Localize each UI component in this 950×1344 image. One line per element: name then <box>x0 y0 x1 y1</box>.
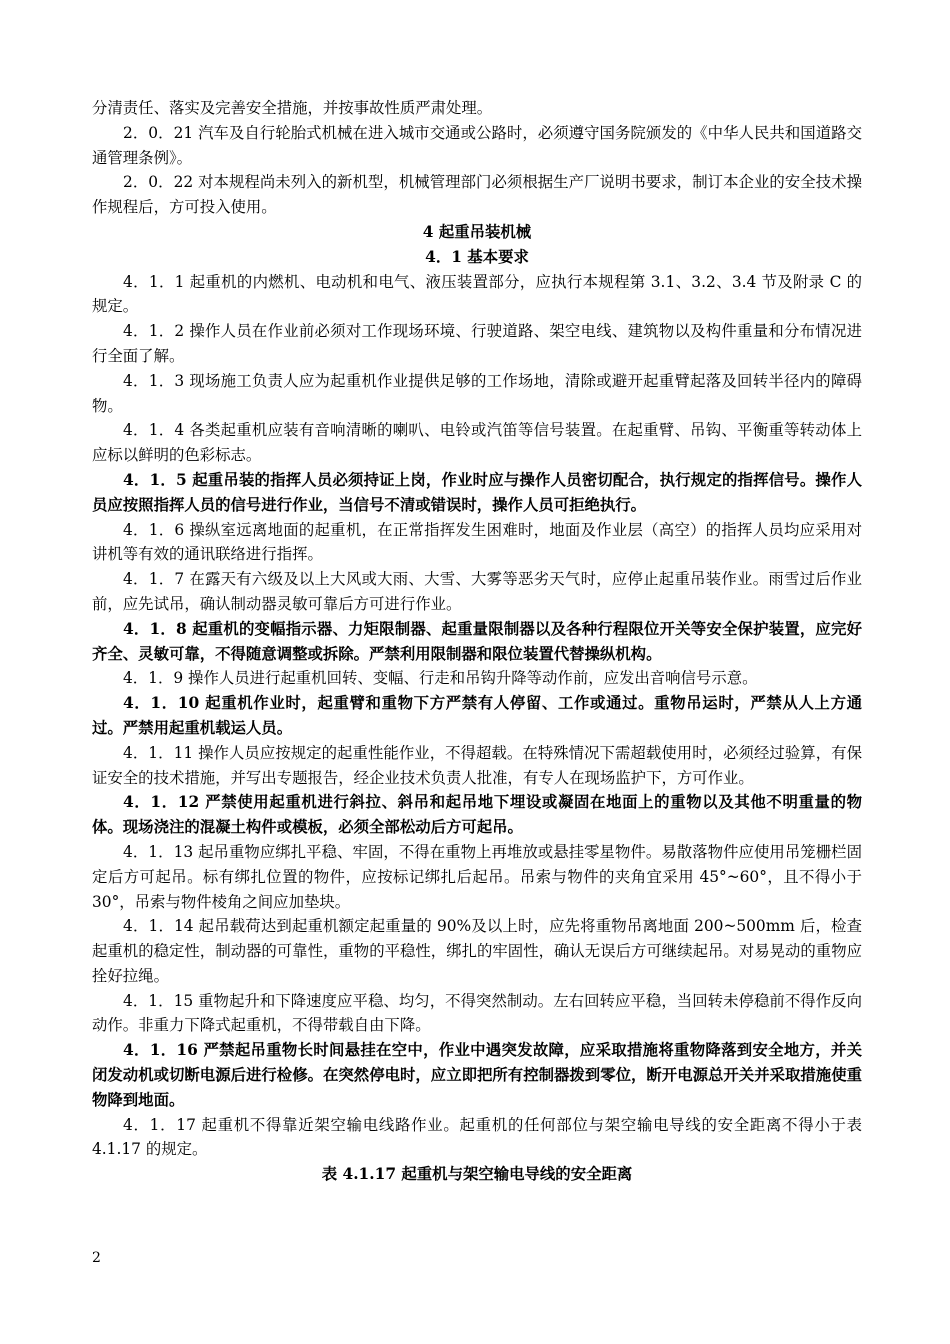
table-caption: 表 4.1.17 起重机与架空输电导线的安全距离 <box>321 1165 633 1184</box>
paragraph-continuation: 分清责任、落实及完善安全措施，并按事故性质严肃处理。 <box>92 99 493 117</box>
paragraph-4-1-5: 4．1．5 起重吊装的指挥人员必须持证上岗，作业时应与操作人员密切配合，执行规定的指挥信号。操作人员应按照指挥人员的信号进行作业，当信号不清或错误时，操作人员可拒绝执行。 <box>92 470 862 514</box>
paragraph-4-1-11: 4．1．11 操作人员应按规定的起重性能作业，不得超载。在特殊情况下需超载使用时，必须经过验算，有保证安全的技术措施，并写出专题报告，经企业技术负责人批准，有专人在现场监护下，方可作业。 <box>92 743 862 787</box>
paragraph-4-1-1: 4．1．1 起重机的内燃机、电动机和电气、液压装置部分，应执行本规程第 3.1、3.2、3.4 节及附录 C 的规定。 <box>92 272 862 316</box>
paragraph-4-1-2: 4．1．2 操作人员在作业前必须对工作现场环境、行驶道路、架空电线、建筑物以及构件重量和分布情况进行全面了解。 <box>92 322 862 365</box>
paragraph-2-0-21: 2．0．21 汽车及自行轮胎式机械在进入城市交通或公路时，必须遵守国务院颁发的《中华人民共和国道路交通管理条例》。 <box>92 123 862 167</box>
paragraph-4-1-6: 4．1．6 操纵室远离地面的起重机，在正常指挥发生困难时，地面及作业层（高空）的指挥人员均应采用对讲机等有效的通讯联络进行指挥。 <box>92 520 862 564</box>
continuation-paragraphs <box>92 96 862 220</box>
page-number: 2 <box>92 1250 101 1266</box>
document-page <box>92 96 862 1187</box>
section-paragraphs <box>92 270 862 1163</box>
chapter-title: 4 起重吊装机械 <box>422 222 532 241</box>
paragraph-4-1-7: 4．1．7 在露天有六级及以上大风或大雨、大雪、大雾等恶劣天气时，应停止起重吊装作业。雨雪过后作业前，应先试吊，确认制动器灵敏可靠后方可进行作业。 <box>92 570 862 613</box>
paragraph-2-0-22: 2．0．22 对本规程尚未列入的新机型，机械管理部门必须根据生产厂说明书要求，制订本企业的安全技术操作规程后，方可投入使用。 <box>92 173 862 217</box>
paragraph-4-1-9: 4．1．9 操作人员进行起重机回转、变幅、行走和吊钩升降等动作前，应发出音响信号示意。 <box>123 669 758 688</box>
paragraph-4-1-10: 4．1．10 起重机作业时，起重臂和重物下方严禁有人停留、工作或通过。重物吊运时，严禁从人上方通过。严禁用起重机载运人员。 <box>92 694 862 737</box>
paragraph-4-1-4: 4．1．4 各类起重机应装有音响清晰的喇叭、电铃或汽笛等信号装置。在起重臂、吊钩、平衡重等转动体上应标以鲜明的色彩标志。 <box>92 421 862 465</box>
paragraph-4-1-3: 4．1．3 现场施工负责人应为起重机作业提供足够的工作场地，清除或避开起重臂起落及回转半径内的障碍物。 <box>92 371 862 415</box>
paragraph-4-1-14: 4．1．14 起吊载荷达到起重机额定起重量的 90%及以上时，应先将重物吊离地面 200~500mm 后，检查起重机的稳定性，制动器的可靠性，重物的平稳性，绑扎的牢固性，确认无误后方可继续起吊。对易晃动的重物应拴好拉绳。 <box>92 917 862 985</box>
paragraph-4-1-15: 4．1．15 重物起升和下降速度应平稳、均匀，不得突然制动。左右回转应平稳，当回转未停稳前不得作反向动作。非重力下降式起重机，不得带载自由下降。 <box>92 991 862 1035</box>
paragraph-4-1-8: 4．1．8 起重机的变幅指示器、力矩限制器、起重量限制器以及各种行程限位开关等安全保护装置，应完好齐全、灵敏可靠，不得随意调整或拆除。严禁利用限制器和限位装置代替操纵机构。 <box>92 619 862 663</box>
paragraph-4-1-13: 4．1．13 起吊重物应绑扎平稳、牢固，不得在重物上再堆放或悬挂零星物件。易散落物件应使用吊笼栅栏固定后方可起吊。标有绑扎位置的物件，应按标记绑扎后起吊。吊索与物件的夹角宜采用 45°~60°，且不得小于 30°，吊索与物件棱角之间应加垫块。 <box>92 842 862 911</box>
paragraph-4-1-17: 4．1．17 起重机不得靠近架空输电线路作业。起重机的任何部位与架空输电导线的安全距离不得小于表 4.1.17 的规定。 <box>92 1115 862 1159</box>
paragraph-4-1-12: 4．1．12 严禁使用起重机进行斜拉、斜吊和起吊地下埋设或凝固在地面上的重物以及其他不明重量的物体。现场浇注的混凝土构件或模板，必须全部松动后方可起吊。 <box>92 793 862 837</box>
section-title: 4．1 基本要求 <box>425 247 529 266</box>
paragraph-4-1-16: 4．1．16 严禁起吊重物长时间悬挂在空中，作业中遇突发故障，应采取措施将重物降落到安全地方，并关闭发动机或切断电源后进行检修。在突然停电时，应立即把所有控制器拨到零位，断开电源总开关并采取措施使重物降到地面。 <box>92 1041 862 1109</box>
